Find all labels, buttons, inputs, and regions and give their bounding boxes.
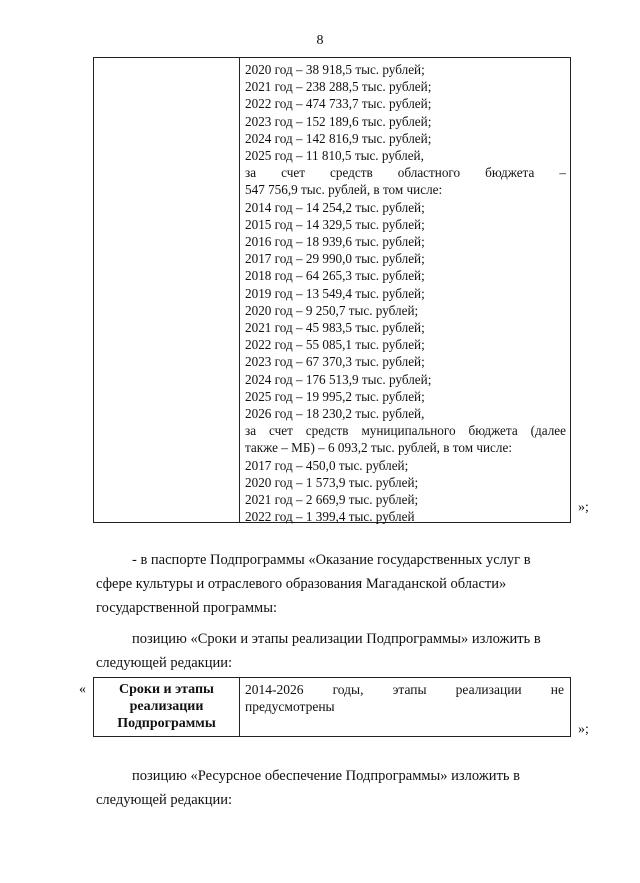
table2-opening-quote: «: [79, 682, 86, 697]
terms-value-line: предусмотрены: [245, 699, 335, 714]
table-line: 2016 год – 18 939,6 тыс. рублей;: [245, 234, 425, 250]
table-line: также – МБ) – 6 093,2 тыс. рублей, в том числе:: [245, 440, 513, 456]
paragraph-line: позицию «Ресурсное обеспечение Подпрограммы» изложить в: [132, 768, 520, 784]
table-line: 2022 год – 474 733,7 тыс. рублей;: [245, 96, 432, 112]
table-line: 2021 год – 45 983,5 тыс. рублей;: [245, 320, 425, 336]
table-line: 2017 год – 29 990,0 тыс. рублей;: [245, 251, 425, 267]
paragraph-resources-position: [96, 764, 574, 812]
page-number: 8: [316, 33, 324, 48]
table-line: 2020 год – 1 573,9 тыс. рублей;: [245, 474, 419, 490]
terms-value: [245, 681, 564, 715]
table-line: 2014 год – 14 254,2 тыс. рублей;: [245, 199, 425, 215]
terms-value-line: 2014-2026 годы, этапы реализации не: [245, 682, 564, 697]
table-column-divider: [239, 58, 240, 522]
table-column-divider: [239, 678, 240, 736]
table-line: 2024 год – 176 513,9 тыс. рублей;: [245, 371, 432, 387]
table-line: 2018 год – 64 265,3 тыс. рублей;: [245, 268, 425, 284]
table-line: за счет средств областного бюджета –: [245, 165, 566, 181]
table-line: 2025 год – 19 995,2 тыс. рублей;: [245, 388, 425, 404]
terms-label: Сроки и этапы реализации Подпрограммы: [117, 682, 216, 731]
table-line: 2022 год – 1 399,4 тыс. рублей: [245, 509, 415, 525]
paragraph-line: следующей редакции:: [96, 655, 233, 671]
paragraph-line: государственной программы:: [96, 600, 277, 616]
table-line: 547 756,9 тыс. рублей, в том числе:: [245, 182, 443, 198]
paragraph-terms-position: [96, 627, 574, 675]
table-line: 2020 год – 9 250,7 тыс. рублей;: [245, 302, 419, 318]
paragraph-subprogram-passport: [96, 548, 574, 620]
table-line: 2017 год – 450,0 тыс. рублей;: [245, 457, 409, 473]
table-line: 2021 год – 2 669,9 тыс. рублей;: [245, 492, 419, 508]
paragraph-line: позицию «Сроки и этапы реализации Подпрограммы» изложить в: [132, 631, 541, 647]
paragraph-line: - в паспорте Подпрограммы «Оказание государственных услуг в: [132, 552, 531, 568]
table-line: за счет средств муниципального бюджета (далее: [245, 423, 566, 439]
table-line: 2023 год – 67 370,3 тыс. рублей;: [245, 354, 425, 370]
table2-closing-quote: »;: [578, 722, 589, 737]
table-line: 2021 год – 238 288,5 тыс. рублей;: [245, 79, 432, 95]
table-line: 2015 год – 14 329,5 тыс. рублей;: [245, 216, 425, 232]
funding-cell: [245, 61, 566, 525]
table-line: 2024 год – 142 816,9 тыс. рублей;: [245, 130, 432, 146]
table-line: 2019 год – 13 549,4 тыс. рублей;: [245, 285, 425, 301]
funding-table: [93, 57, 571, 523]
table1-closing-quote: »;: [578, 500, 589, 515]
table-line: 2025 год – 11 810,5 тыс. рублей,: [245, 148, 424, 164]
paragraph-line: следующей редакции:: [96, 792, 233, 808]
table-line: 2023 год – 152 189,6 тыс. рублей;: [245, 113, 432, 129]
terms-table: [93, 677, 571, 737]
table-line: 2020 год – 38 918,5 тыс. рублей;: [245, 62, 425, 77]
table-line: 2022 год – 55 085,1 тыс. рублей;: [245, 337, 425, 353]
table-line: 2026 год – 18 230,2 тыс. рублей,: [245, 406, 425, 422]
paragraph-line: сфере культуры и отраслевого образования Магаданской области»: [96, 576, 507, 592]
